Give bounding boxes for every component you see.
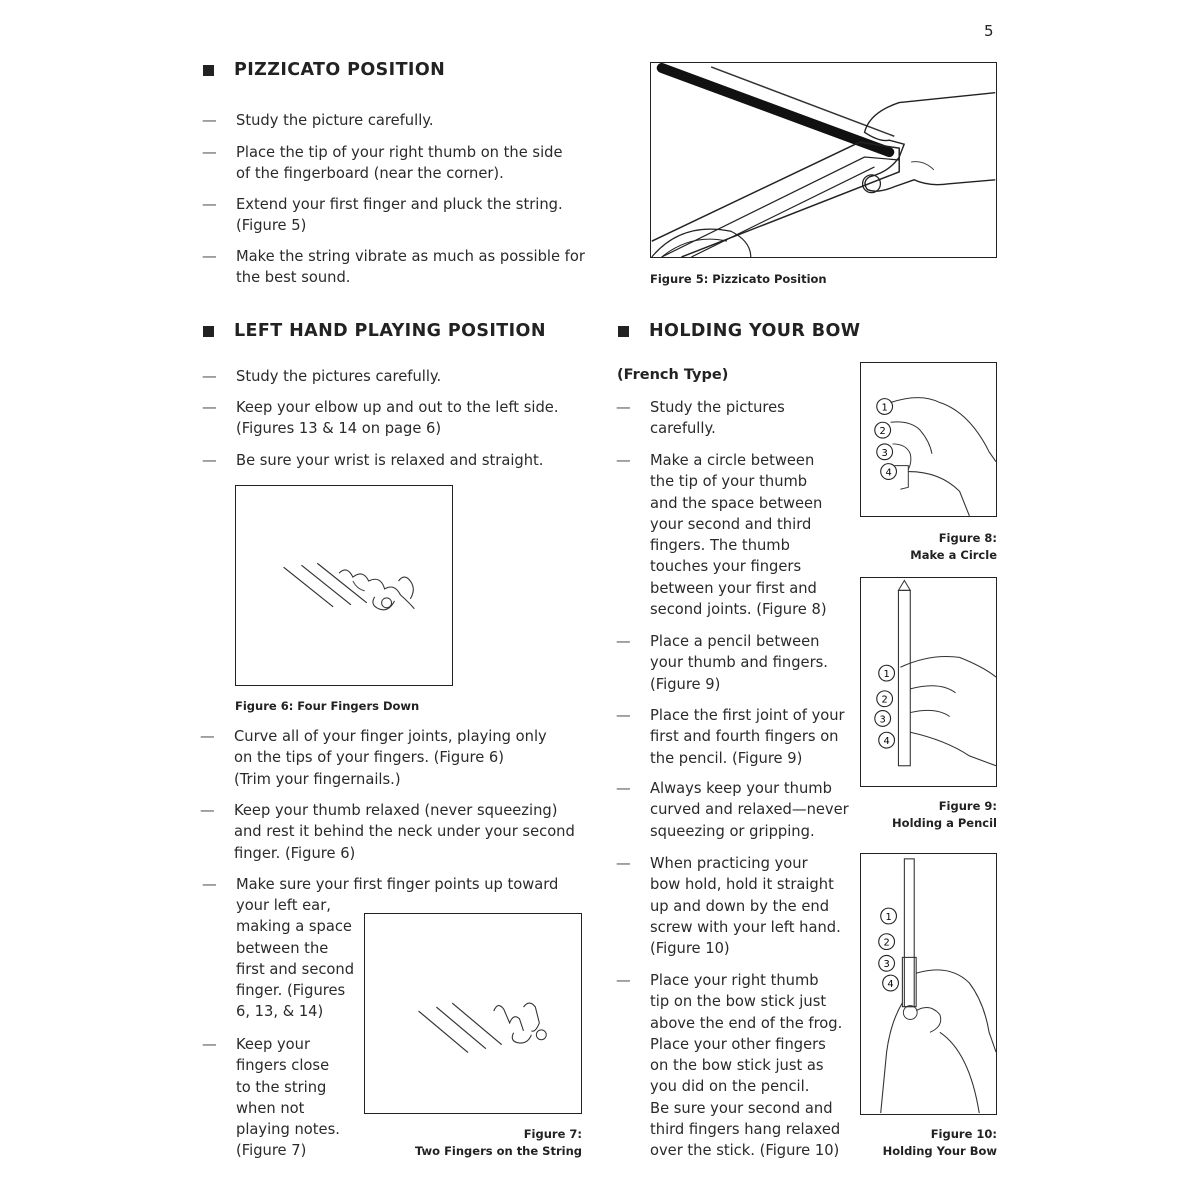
heading-text: LEFT HAND PLAYING POSITION bbox=[234, 321, 546, 341]
list-item bbox=[616, 705, 860, 769]
section-heading-pizzicato bbox=[203, 60, 445, 80]
finger-number-label: 4 bbox=[885, 467, 892, 479]
dash-marker: — bbox=[202, 196, 217, 213]
section-heading-left-hand bbox=[203, 321, 546, 341]
figure-7-caption-line1: Figure 7: bbox=[523, 1127, 582, 1141]
dash-marker: — bbox=[202, 1036, 217, 1053]
dash-marker: — bbox=[616, 855, 631, 872]
list-item-continuation bbox=[236, 895, 366, 1023]
figure-5-caption: Figure 5: Pizzicato Position bbox=[650, 272, 827, 286]
figure-10-caption-line2: Holding Your Bow bbox=[882, 1144, 997, 1158]
figure-10-caption bbox=[860, 1126, 997, 1160]
list-item bbox=[202, 397, 596, 440]
figure-7-two-fingers-illustration bbox=[364, 913, 582, 1114]
figure-10-caption-line1: Figure 10: bbox=[930, 1127, 997, 1141]
list-item-text: When practicing your bow hold, hold it straight up and down by the end screw with your left hand. (Figure 10) bbox=[650, 855, 841, 958]
heading-bullet-square bbox=[203, 65, 214, 76]
figure-6-four-fingers-illustration bbox=[235, 485, 453, 686]
list-item bbox=[202, 366, 596, 387]
finger-number-label: 1 bbox=[885, 911, 892, 923]
list-item-text: Extend your first finger and pluck the string. (Figure 5) bbox=[236, 196, 563, 235]
list-item-text: Study the pictures carefully. bbox=[650, 399, 785, 438]
list-item-text: Make the string vibrate as much as possible for the best sound. bbox=[236, 248, 585, 287]
figure-5-pizzicato-illustration bbox=[650, 62, 997, 258]
list-item bbox=[616, 397, 860, 440]
finger-number-label: 4 bbox=[883, 736, 890, 748]
dash-marker: — bbox=[202, 368, 217, 385]
finger-number-label: 3 bbox=[879, 714, 886, 726]
list-item-text: Place a pencil between your thumb and fingers. (Figure 9) bbox=[650, 633, 828, 693]
list-item bbox=[202, 1034, 366, 1162]
dash-marker: — bbox=[616, 780, 631, 797]
list-item-text: Place the tip of your right thumb on the side of the fingerboard (near the corner). bbox=[236, 144, 563, 183]
dash-marker: — bbox=[616, 633, 631, 650]
dash-marker: — bbox=[200, 728, 215, 745]
finger-number-label: 2 bbox=[881, 694, 888, 706]
list-item bbox=[202, 194, 596, 237]
four-fingers-drawing bbox=[236, 486, 452, 685]
list-item bbox=[200, 726, 604, 790]
list-item-text: Place your right thumb tip on the bow stick just above the end of the frog. Place your other fingers on the bow stick just as you did on the pencil. Be sure your second and third fingers hang relaxed over the stick. (Figure 10) bbox=[650, 972, 843, 1160]
dash-marker: — bbox=[202, 248, 217, 265]
finger-number-label: 1 bbox=[881, 402, 888, 414]
finger-number-label: 1 bbox=[883, 669, 890, 681]
dash-marker: — bbox=[616, 707, 631, 724]
heading-bullet-square bbox=[618, 326, 629, 337]
heading-text: PIZZICATO POSITION bbox=[234, 60, 446, 80]
list-item-text: Keep your elbow up and out to the left side. (Figures 13 & 14 on page 6) bbox=[236, 399, 559, 438]
figure-8-caption bbox=[860, 530, 997, 564]
list-item-text: Make sure your first finger points up toward bbox=[236, 876, 559, 893]
figure-8-caption-line2: Make a Circle bbox=[910, 548, 997, 562]
dash-marker: — bbox=[202, 399, 217, 416]
section-heading-holding-bow bbox=[618, 321, 860, 341]
dash-marker: — bbox=[200, 802, 215, 819]
finger-number-label: 3 bbox=[883, 959, 890, 971]
dash-marker: — bbox=[202, 452, 217, 469]
list-item-text: Study the pictures carefully. bbox=[236, 368, 442, 385]
figure-9-holding-pencil-illustration bbox=[860, 577, 997, 787]
list-item-text: Make a circle between the tip of your thumb and the space between your second and third fingers. The thumb touches your fingers between your first and second joints. (Figure 8) bbox=[650, 452, 827, 619]
figure-7-caption bbox=[380, 1126, 582, 1160]
heading-bullet-square bbox=[203, 326, 214, 337]
list-item bbox=[616, 970, 860, 1162]
dash-marker: — bbox=[616, 399, 631, 416]
figure-7-caption-line2: Two Fingers on the String bbox=[414, 1144, 582, 1158]
list-item bbox=[202, 142, 596, 185]
figure-8-caption-line1: Figure 8: bbox=[938, 531, 997, 545]
figure-9-caption-line1: Figure 9: bbox=[938, 799, 997, 813]
list-item bbox=[616, 778, 860, 842]
dash-marker: — bbox=[202, 112, 217, 129]
figure-9-caption-line2: Holding a Pencil bbox=[892, 816, 997, 830]
list-item-text: your left ear, making a space between the first and second finger. (Figures 6, 13, & 14) bbox=[236, 897, 355, 1021]
list-item bbox=[616, 853, 860, 959]
figure-9-caption bbox=[860, 798, 997, 832]
two-fingers-drawing bbox=[365, 914, 581, 1113]
figure-6-caption: Figure 6: Four Fingers Down bbox=[235, 699, 420, 713]
list-item-text: Be sure your wrist is relaxed and straight. bbox=[236, 452, 544, 469]
dash-marker: — bbox=[202, 876, 217, 893]
list-item bbox=[202, 246, 596, 289]
list-item bbox=[616, 631, 860, 695]
dash-marker: — bbox=[616, 972, 631, 989]
heading-text: HOLDING YOUR BOW bbox=[649, 321, 861, 341]
dash-marker: — bbox=[202, 144, 217, 161]
list-item bbox=[202, 874, 606, 895]
holding-bow-drawing bbox=[861, 854, 996, 1114]
list-item bbox=[200, 800, 604, 864]
list-item bbox=[202, 110, 596, 131]
holding-pencil-drawing bbox=[861, 578, 996, 786]
finger-number-label: 2 bbox=[883, 937, 890, 949]
list-item bbox=[202, 450, 596, 471]
page-number: 5 bbox=[984, 22, 994, 40]
finger-number-label: 4 bbox=[887, 978, 894, 990]
list-item-text: Study the picture carefully. bbox=[236, 112, 434, 129]
list-item bbox=[616, 450, 860, 620]
finger-number-label: 3 bbox=[881, 447, 888, 459]
make-circle-drawing bbox=[861, 363, 996, 516]
figure-10-holding-bow-illustration bbox=[860, 853, 997, 1115]
list-item-text: Always keep your thumb curved and relaxed—never squeezing or gripping. bbox=[650, 780, 849, 840]
list-item-text: Place the first joint of your first and fourth fingers on the pencil. (Figure 9) bbox=[650, 707, 845, 767]
dash-marker: — bbox=[616, 452, 631, 469]
figure-8-make-circle-illustration bbox=[860, 362, 997, 517]
list-item-text: Keep your thumb relaxed (never squeezing) and rest it behind the neck under your second finger. (Figure 6) bbox=[234, 802, 575, 862]
list-item-text: Keep your fingers close to the string when not playing notes. (Figure 7) bbox=[236, 1036, 340, 1160]
bow-subheading: (French Type) bbox=[617, 367, 729, 383]
pizzicato-drawing bbox=[651, 63, 996, 257]
list-item-text: Curve all of your finger joints, playing only on the tips of your fingers. (Figure 6) (Trim your fingernails.) bbox=[234, 728, 547, 788]
finger-number-label: 2 bbox=[879, 426, 886, 438]
